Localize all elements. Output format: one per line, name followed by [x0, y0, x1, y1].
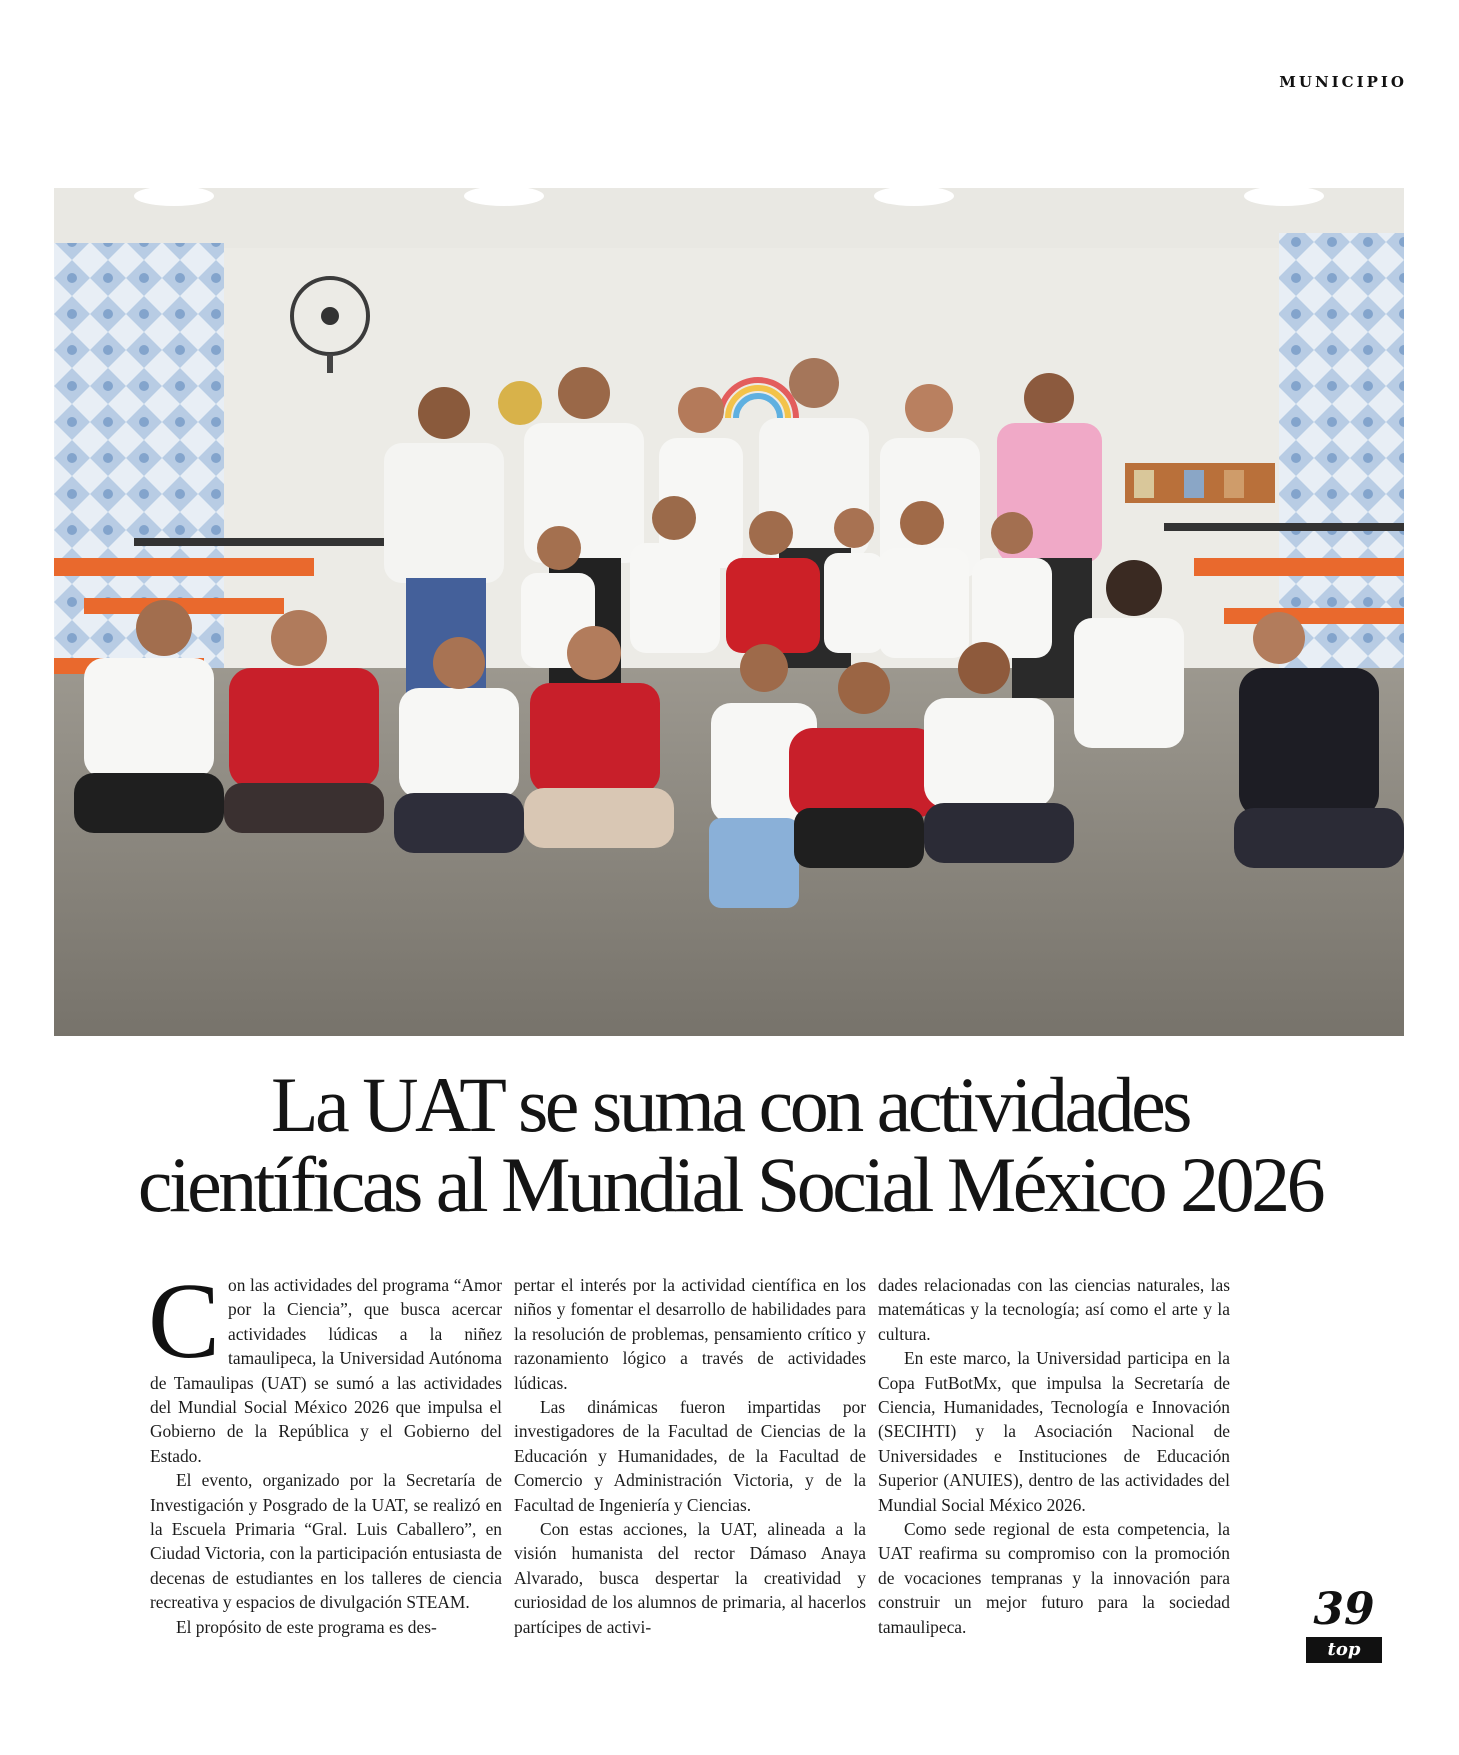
magazine-brand-logo: top [1306, 1637, 1382, 1663]
article-paragraph: En este marco, la Universidad participa en la Copa FutBotMx, que impulsa la Secretaría de Ciencia, Humanidades, Tecnología e Innovación (SECIHTI) y la Asociación Nacional de Universidades e Instituciones de Educación Superior (ANUIES), dentro de las actividades del Mundial Social México 2026. [878, 1348, 1230, 1515]
headline [80, 1061, 1380, 1229]
headline-line-1: La UAT se suma con actividades [270, 1061, 1190, 1148]
article-paragraph: El evento, organizado por la Secretaría de Investigación y Posgrado de la UAT, se realizó en la Escuela Primaria “Gral. Luis Caballero”, en Ciudad Victoria, con la participación entusiasta de decenas de estudiantes en los talleres de ciencia recreativa y espacios de divulgación STEAM. [150, 1470, 502, 1613]
article-paragraph: El propósito de este programa es des- [176, 1616, 437, 1637]
drop-cap: C [148, 1262, 221, 1381]
article-photo [54, 188, 1404, 1036]
article-column-3 [878, 1273, 1230, 1673]
article-paragraph: Como sede regional de esta competencia, la UAT reafirma su compromiso con la promoción de vocaciones tempranas y la innovación para construir un mejor futuro para la sociedad tamaulipeca. [878, 1519, 1230, 1637]
article-paragraph: Con estas acciones, la UAT, alineada a la visión humanista del rector Dámaso Anaya Alvarado, busca despertar la creatividad y curiosidad de los alumnos de primaria, al hacerlos partícipes de activi- [514, 1519, 866, 1637]
article-paragraph: pertar el interés por la actividad científica en los niños y fomentar el desarrollo de habilidades para la resolución de problemas, pensamiento crítico y razonamiento lógico a través de actividades lúdicas. [514, 1275, 866, 1393]
article-column-1 [148, 1262, 502, 1673]
section-label: MUNICIPIO [1279, 73, 1407, 91]
headline-line-2: científicas al Mundial Social México 2026 [137, 1141, 1323, 1229]
paragraph-text: on las actividades del programa “Amor por la Ciencia”, que busca acercar actividades lúdicas a la niñez tamaulipeca, la Universidad Autónoma de Tamaulipas (UAT) se sumó a las actividades del Mundial Social México 2026 que impulsa el Gobierno de la República y el Gobierno del Estado. [150, 1275, 502, 1466]
article-body [148, 1262, 1230, 1673]
article-paragraph: Las dinámicas fueron impartidas por investigadores de la Facultad de Ciencias de la Educación y Humanidades, de la Facultad de Comercio y Administración Victoria, y de la Facultad de Ingeniería y Ciencias. [514, 1397, 866, 1515]
article-paragraph [148, 1262, 502, 1468]
article-paragraph: dades relacionadas con las ciencias naturales, las matemáticas y la tecnología; así como el arte y la cultura. [878, 1275, 1230, 1344]
page-number: 39 [1313, 1584, 1375, 1635]
article-column-2 [514, 1273, 866, 1673]
